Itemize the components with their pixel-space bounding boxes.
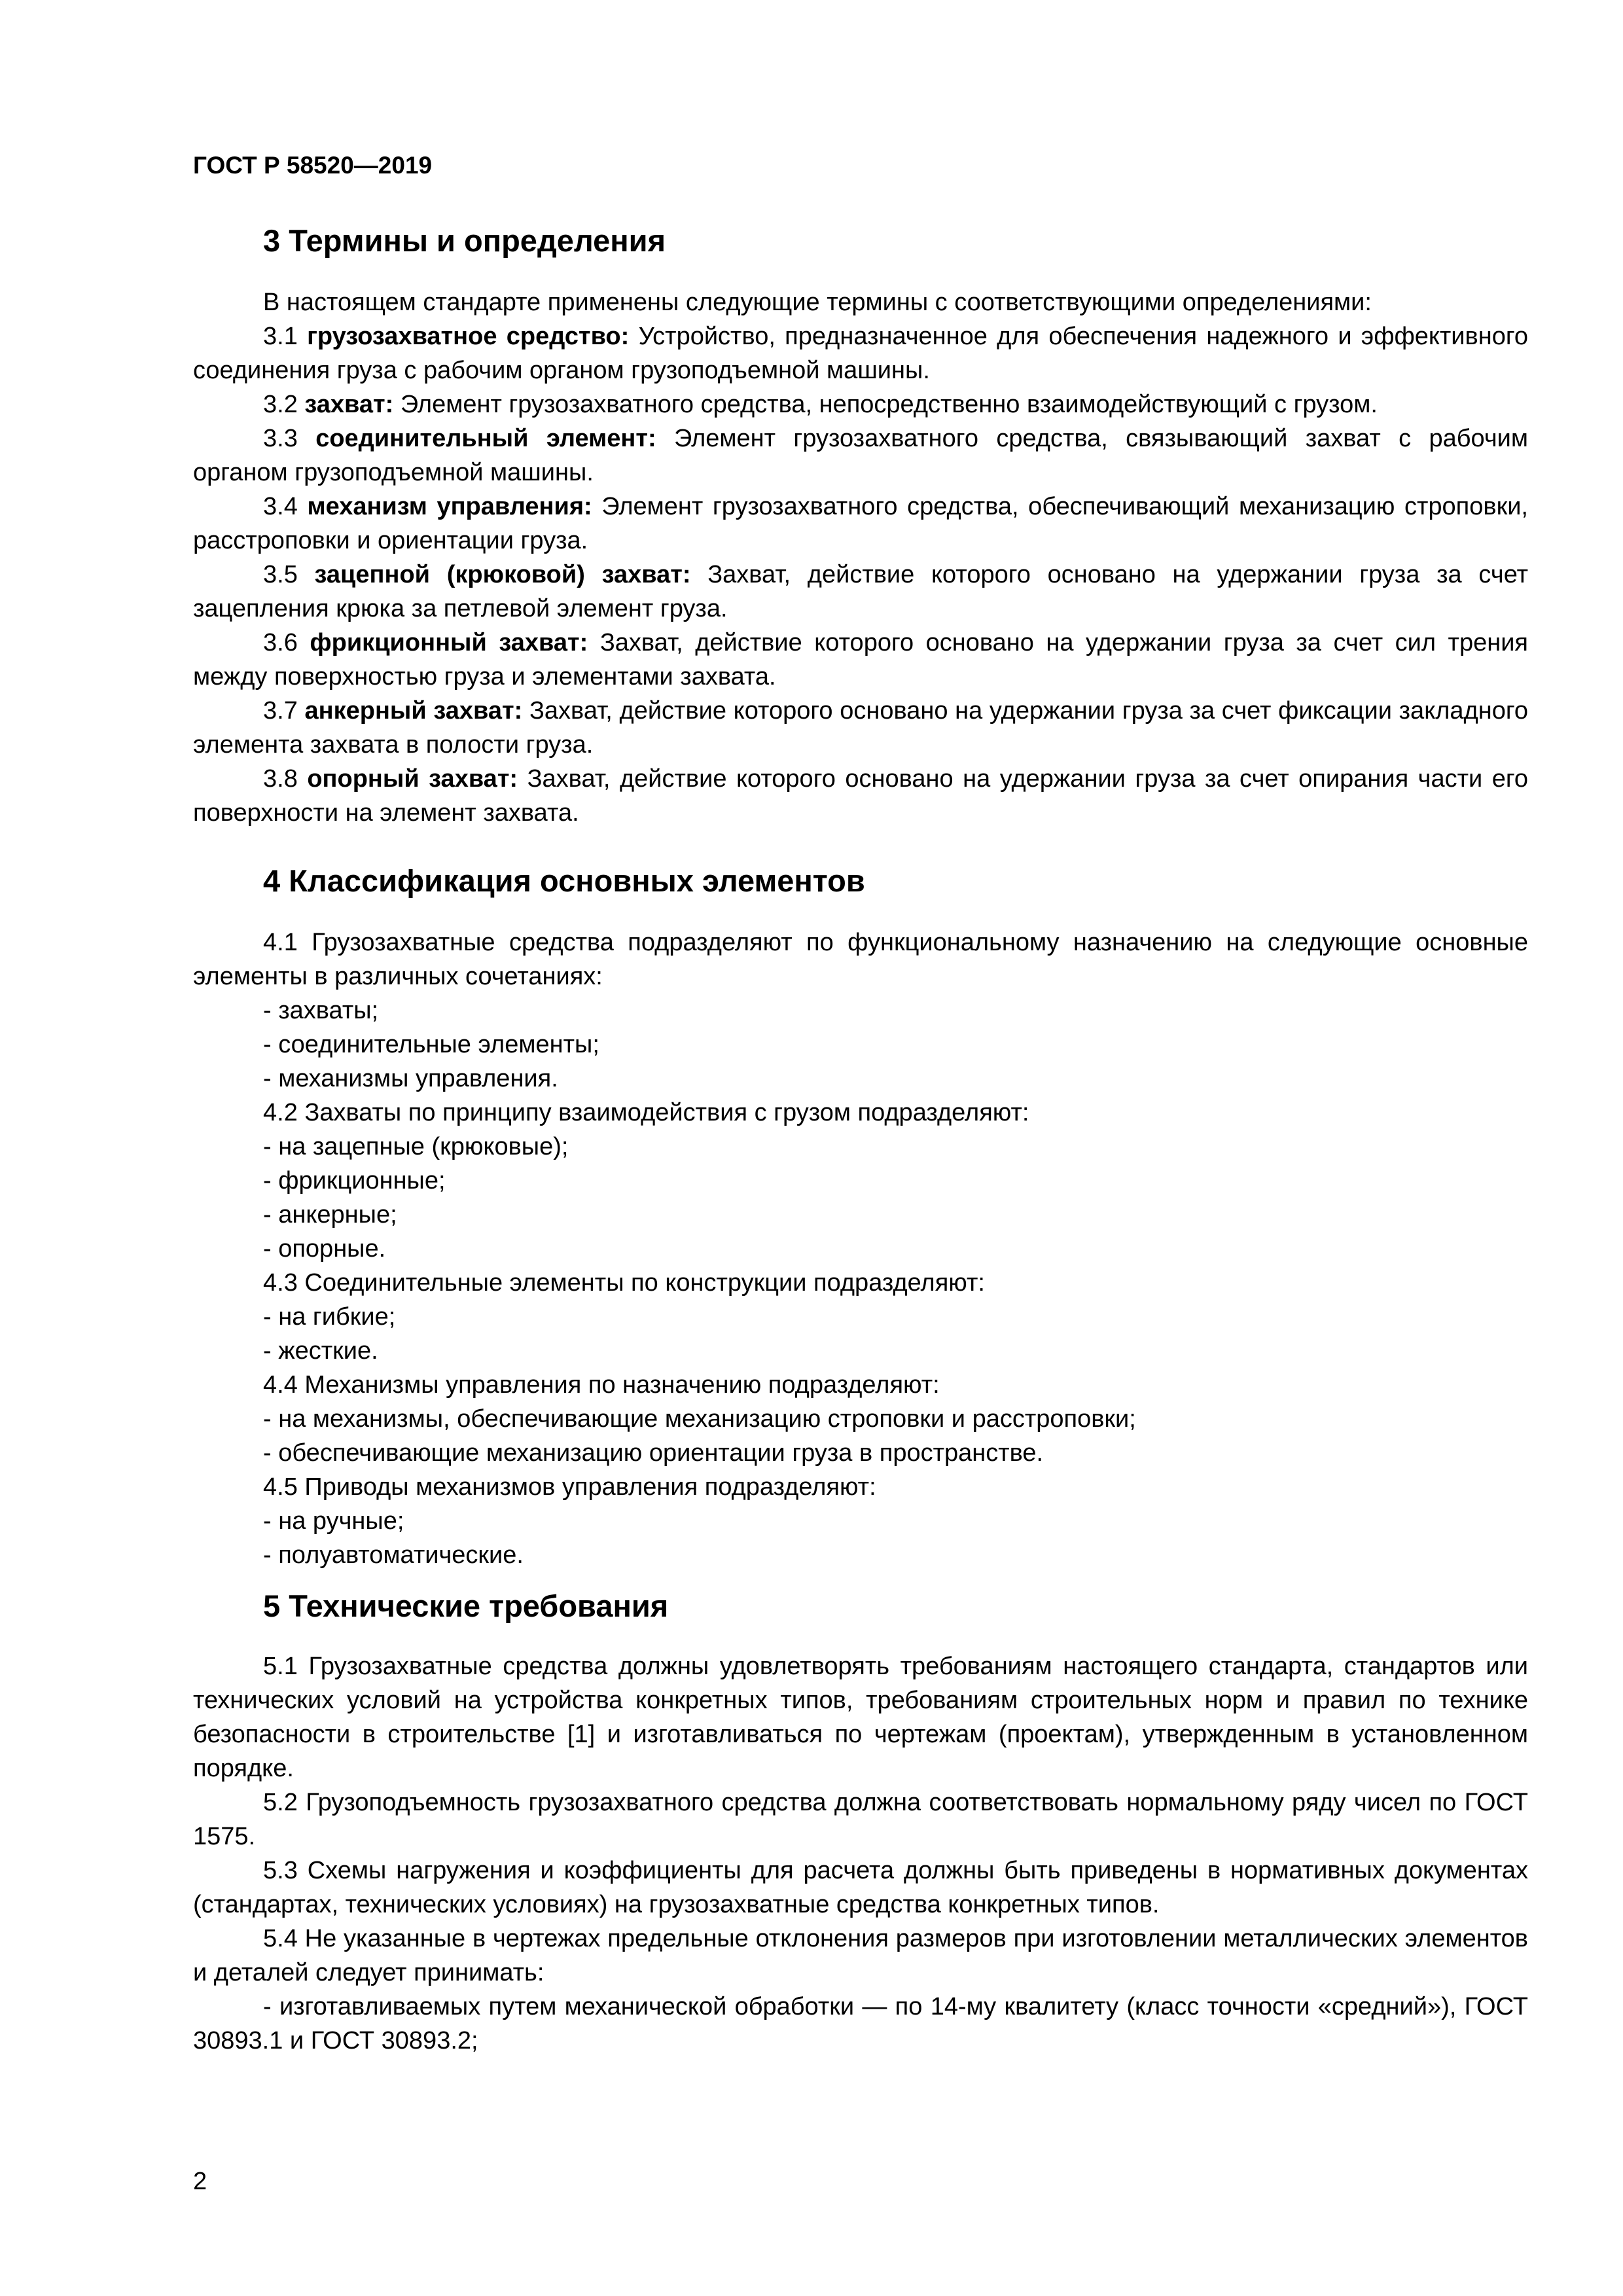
clause-5-4: 5.4 Не указанные в чертежах предельные отклонения размеров при изготовлении металлических элементов и деталей следует принимать: bbox=[193, 1925, 1528, 1986]
term-num: 3.4 bbox=[263, 493, 298, 520]
document-header: ГОСТ Р 58520—2019 bbox=[193, 152, 433, 179]
term-num: 3.5 bbox=[263, 561, 298, 588]
term-def: Элемент грузозахватного средства, непосредственно взаимодействующий с грузом. bbox=[400, 391, 1378, 418]
term-num: 3.2 bbox=[263, 391, 298, 418]
term-name: анкерный захват: bbox=[304, 697, 523, 725]
term-name: опорный захват: bbox=[307, 765, 518, 793]
term-num: 3.3 bbox=[263, 425, 298, 452]
clause-5-2: 5.2 Грузоподъемность грузозахватного средства должна соответствовать нормальному ряду чисел по ГОСТ 1575. bbox=[193, 1789, 1528, 1850]
clause-4-5: 4.5 Приводы механизмов управления подразделяют: bbox=[263, 1473, 876, 1501]
list-item: - полуавтоматические. bbox=[263, 1541, 524, 1569]
clause-4-1: 4.1 Грузозахватные средства подразделяют по функциональному назначению на следующие основные элементы в различных сочетаниях: bbox=[193, 929, 1528, 990]
clause-4-4: 4.4 Механизмы управления по назначению подразделяют: bbox=[263, 1371, 940, 1399]
term-3-1 bbox=[193, 319, 1528, 387]
term-def: Захват, действие которого основано на удержании груза за счет сил трения между поверхностью груза и элементами захвата. bbox=[193, 629, 1529, 691]
list-item: - опорные. bbox=[263, 1235, 386, 1263]
clause-5-4-item-1: - изготавливаемых путем механической обработки — по 14-му квалитету (класс точности «средний»), ГОСТ 30893.1 и ГОСТ 30893.2; bbox=[193, 1993, 1528, 2054]
term-def: Элемент грузозахватного средства, связывающий захват с рабочим органом грузоподъемной машины. bbox=[193, 425, 1528, 486]
term-def: Элемент грузозахватного средства, обеспечивающий механизацию строповки, расстроповки и ориентации груза. bbox=[193, 493, 1528, 554]
list-item: - захваты; bbox=[263, 997, 379, 1024]
list-item: - механизмы управления. bbox=[263, 1065, 558, 1092]
term-def: Захват, действие которого основано на удержании груза за счет зацепления крюка за петлевой элемент груза. bbox=[193, 561, 1528, 622]
section-5-heading: 5 Технические требования bbox=[263, 1588, 669, 1623]
term-3-8 bbox=[193, 762, 1528, 830]
term-3-3 bbox=[193, 422, 1528, 490]
term-name: механизм управления: bbox=[307, 493, 592, 520]
term-num: 3.8 bbox=[263, 765, 298, 793]
term-3-5 bbox=[193, 558, 1528, 626]
term-num: 3.1 bbox=[263, 323, 298, 350]
clause-5-1: 5.1 Грузозахватные средства должны удовлетворять требованиям настоящего стандарта, стандартов или технических условий на устройства конкретных типов, требованиям строительных норм и правил по технике безопасности в строительстве [1] и изготавливаться по чертежам (проектам), утвержденным в установленном порядке. bbox=[193, 1653, 1528, 1782]
section-3-heading: 3 Термины и определения bbox=[263, 223, 666, 258]
list-item: - на зацепные (крюковые); bbox=[263, 1133, 569, 1160]
term-def: Захват, действие которого основано на удержании груза за счет фиксации закладного элемента захвата в полости груза. bbox=[193, 697, 1529, 759]
term-3-6 bbox=[193, 626, 1528, 694]
term-3-7 bbox=[193, 694, 1528, 762]
term-name: грузозахватное средство: bbox=[307, 323, 630, 350]
list-item: - анкерные; bbox=[263, 1201, 397, 1229]
section-4-heading: 4 Классификация основных элементов bbox=[263, 863, 865, 898]
term-name: зацепной (крюковой) захват: bbox=[314, 561, 691, 588]
list-item: - на механизмы, обеспечивающие механизацию строповки и расстроповки; bbox=[263, 1405, 1136, 1433]
list-item: - фрикционные; bbox=[263, 1167, 446, 1194]
list-item: - жесткие. bbox=[263, 1337, 378, 1365]
term-num: 3.6 bbox=[263, 629, 298, 656]
term-name: фрикционный захват: bbox=[310, 629, 588, 656]
term-num: 3.7 bbox=[263, 697, 298, 725]
list-item: - обеспечивающие механизацию ориентации груза в пространстве. bbox=[263, 1439, 1044, 1467]
page-number: 2 bbox=[193, 2168, 207, 2195]
term-def: Захват, действие которого основано на удержании груза за счет опирания части его поверхности на элемент захвата. bbox=[193, 765, 1529, 827]
term-3-4 bbox=[193, 490, 1528, 558]
term-name: соединительный элемент: bbox=[315, 425, 656, 452]
list-item: - на гибкие; bbox=[263, 1303, 396, 1331]
clause-4-2: 4.2 Захваты по принципу взаимодействия с грузом подразделяют: bbox=[263, 1099, 1029, 1126]
clause-5-3: 5.3 Схемы нагружения и коэффициенты для расчета должны быть приведены в нормативных документах (стандартах, технических условиях) на грузозахватные средства конкретных типов. bbox=[193, 1857, 1528, 1918]
term-name: захват: bbox=[304, 391, 394, 418]
clause-4-3: 4.3 Соединительные элементы по конструкции подразделяют: bbox=[263, 1269, 985, 1297]
list-item: - на ручные; bbox=[263, 1507, 404, 1535]
term-def: Устройство, предназначенное для обеспечения надежного и эффективного соединения груза с рабочим органом грузоподъемной машины. bbox=[193, 323, 1529, 384]
list-item: - соединительные элементы; bbox=[263, 1031, 599, 1058]
term-3-2 bbox=[193, 387, 1528, 422]
section-3-intro: В настоящем стандарте применены следующие термины с соответствующими определениями: bbox=[263, 289, 1372, 316]
